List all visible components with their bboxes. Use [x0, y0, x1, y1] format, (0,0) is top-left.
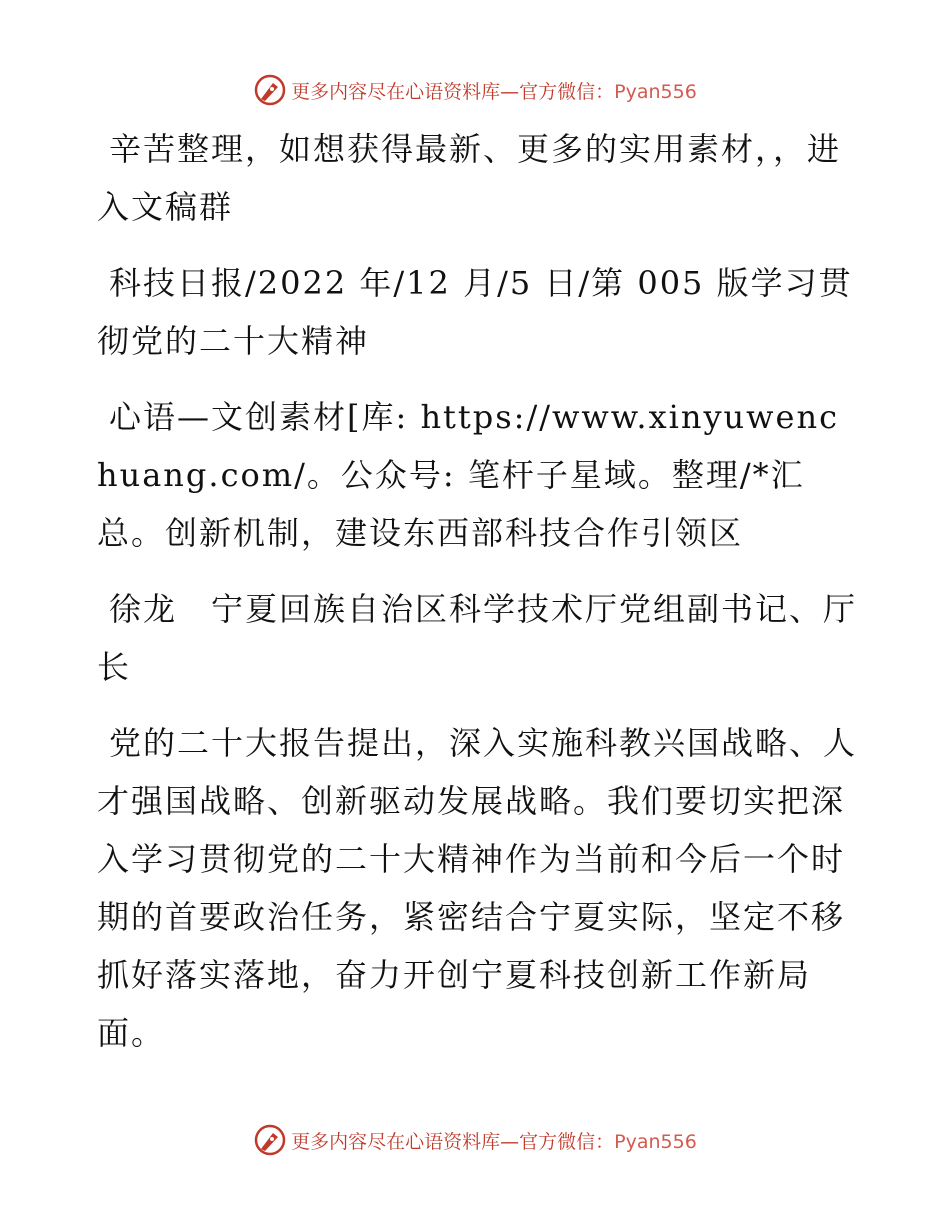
pen-nib-logo-icon [253, 73, 287, 107]
author-line: 徐龙 宁夏回族自治区科学技术厅党组副书记、厅长 [97, 590, 858, 686]
footer-banner [0, 1120, 950, 1160]
banner-text: 更多内容尽在心语资料库—官方微信：Pyan556 [291, 1130, 697, 1153]
article-title: 心语—文创素材[库: https://www.xinyuwenchuang.com/。公众号: 笔杆子星域。整理/*汇总。创新机制，建设东西部科技合作引领区 [97, 398, 840, 552]
wechat-id: Pyan556 [614, 1130, 697, 1153]
body-paragraph: 党的二十大报告提出，深入实施科教兴国战略、人才强国战略、创新驱动发展战略。我们要切实把深入学习贯彻党的二十大精神作为当前和今后一个时期的首要政治任务，紧密结合宁夏实际，坚定不移抓好落实落地，奋力开创宁夏科技创新工作新局面。 [97, 724, 858, 1052]
source-line: 科技日报/2022 年/12 月/5 日/第 005 版学习贯彻党的二十大精神 [97, 264, 853, 360]
banner-text: 更多内容尽在心语资料库—官方微信：Pyan556 [291, 80, 697, 103]
header-banner [0, 70, 950, 110]
document-body [97, 120, 857, 1080]
pen-nib-logo-icon [253, 1123, 287, 1157]
intro-paragraph: 辛苦整理，如想获得最新、更多的实用素材，，进入文稿群 [97, 130, 842, 226]
wechat-id: Pyan556 [614, 80, 697, 103]
